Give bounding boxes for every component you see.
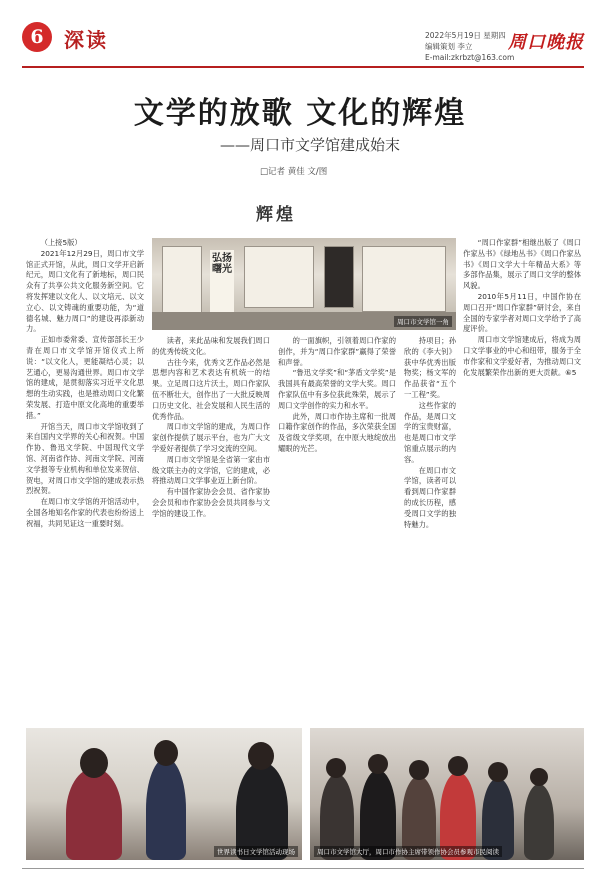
paragraph: 持项目；孙欣的《李大钊》获中华优秀出版物奖；杨文军的作品获省“五个一工程”奖。 (404, 336, 456, 399)
photo-caption: 周口市文学馆一角 (394, 316, 452, 327)
exhibit-panel (324, 246, 354, 308)
person-figure (524, 784, 554, 860)
paragraph: 开馆当天，周口市文学馆收到了来自国内文学界的关心和祝贺。中国作协、鲁迅文学院、中国现代文学馆、河南省作协、河南文学院、河南文学报等专业机构和单位发来贺信、贺电，对周口市文学馆的建成表示热烈祝贺。 (26, 421, 144, 496)
paragraph: 2010年5月11日，中国作协在周口召开“周口作家群”研讨会，来自全国的专家学者对周口文学给予了高度评价。 (463, 291, 581, 334)
section-name: 深读 (64, 28, 108, 52)
page-header (0, 0, 600, 62)
paragraph: 有中国作家协会会员、省作家协会会员和市作家协会会员共同参与文学馆的建设工作。 (152, 487, 270, 518)
paragraph: 在周口市文学馆的开馆活动中，全国各地知名作家的代表也纷纷送上祝福，共同见证这一重要时刻。 (26, 497, 144, 528)
photo-caption: 周口市文学馆大厅，周口市作协主席带领作协会员参观市民阅读 (314, 846, 502, 857)
person-head (154, 740, 178, 766)
person-figure (66, 768, 122, 860)
person-head (80, 748, 108, 778)
header-meta (425, 30, 514, 63)
person-head (488, 762, 508, 782)
page-number-badge: 6 (22, 22, 52, 52)
article-byline: □记者 黄佳 文/图 (260, 167, 328, 177)
person-head (530, 768, 548, 786)
issue-date: 2022年5月19日 星期四 (425, 31, 506, 40)
photo-caption: 世界读书日文学馆活动现场 (214, 846, 298, 857)
article-subtitle: ——周口市文学馆建成始末 (220, 136, 401, 154)
newspaper-logo: 周口晚报 (508, 32, 584, 53)
paragraph: 周口市文学馆是全省第一家由市级文联主办的文学馆，它的建成，必将推动周口文学事业迈上新台阶。 (152, 454, 270, 486)
exhibit-photo (152, 238, 456, 330)
text-column-1 (26, 238, 144, 720)
header-divider (22, 66, 584, 68)
paragraph: 正如市委常委、宣传部部长王少青在周口市文学馆开馆仪式上所说：“以文化人，更能凝结心灵；以艺通心，更易沟通世界。周口市文学馆的建成，是贯彻落实习近平文化思想的生动实践，也是推动周口文化繁荣发展、打造中原文化高地的重要举措。” (26, 335, 144, 420)
paragraph: 2021年12月29日，周口市文学馆正式开馆，从此，周口文学开启新纪元，周口文化有了新地标，周口民众有了共享公共文化服务新空间。它将发挥建以文化人、以文培元、以文立心、以文铸魂的重要功能，为“道德名城、魅力周口”的建设再添新动力。 (26, 248, 144, 334)
paragraph: 周口市文学馆建成后，将成为周口文学事业的中心和纽带，服务于全市作家和文学爱好者，为推动周口文化发展繁荣作出新的更大贡献。⑥5 (463, 335, 581, 377)
editor-credit: 编辑策划 李立 (425, 42, 473, 51)
text-column-3 (278, 336, 396, 724)
text-column-5 (463, 238, 581, 720)
text-column-2 (152, 336, 270, 724)
paragraph: 读者，来此品味和发展我们周口的优秀传统文化。 (152, 336, 270, 356)
visitors-photo (310, 728, 584, 860)
reading-day-photo (26, 728, 302, 860)
paragraph: （上接5版） (40, 238, 82, 247)
person-head (248, 742, 274, 770)
person-head (448, 756, 468, 776)
exhibit-panel (362, 246, 446, 312)
paragraph: 周口市文学馆的建成，为周口作家创作提供了展示平台，也为广大文学爱好者提供了学习交流的空间。 (152, 422, 270, 453)
exhibit-panel (162, 246, 202, 316)
paragraph: 此外，周口市作协主席和一批周口籍作家创作的作品，多次荣获全国及省级文学奖项，在中原大地绽放出耀眼的光芒。 (278, 411, 396, 453)
column-tag: 辉煌 (256, 205, 296, 225)
paragraph: 的一面旗帜，引领着周口作家的创作，并为“周口作家群”赢得了荣誉和声誉。 (278, 336, 396, 367)
paragraph: “鲁迅文学奖”和“茅盾文学奖”是我国具有最高荣誉的文学大奖。周口作家队伍中有多位获此殊荣，展示了周口文学创作的实力和水平。 (278, 368, 396, 410)
person-head (368, 754, 388, 774)
contact-email: E-mail:zkrbzt@163.com (425, 53, 515, 62)
person-head (326, 758, 346, 778)
exhibit-panel (244, 246, 314, 308)
article-title: 文学的放歌 文化的辉煌 (133, 96, 467, 131)
paragraph: 这些作家的作品，是周口文学的宝贵财富，也是周口市文学馆重点展示的内容。 (404, 400, 456, 464)
footer-divider (22, 868, 584, 869)
paragraph: 古往今来，优秀文艺作品必然是思想内容和艺术表达有机统一的结果。立足周口这片沃土，周口作家队伍不断壮大，创作出了一大批反映周口历史文化、社会发展和人民生活的优秀作品。 (152, 357, 270, 421)
paragraph: “周口作家群”相继出版了《周口作家丛书》《绿地丛书》《周口作家丛书》《周口文学大十年精品大系》等多部作品集，展示了周口文学的整体风貌。 (463, 238, 581, 291)
text-column-4 (404, 336, 456, 724)
person-head (409, 760, 429, 780)
paragraph: 在周口市文学馆，读者可以看到周口作家群的成长历程，感受周口文学的独特魅力。 (404, 465, 456, 529)
person-figure (146, 758, 186, 860)
calligraphy-scroll: 弘扬曙光 (210, 250, 234, 316)
